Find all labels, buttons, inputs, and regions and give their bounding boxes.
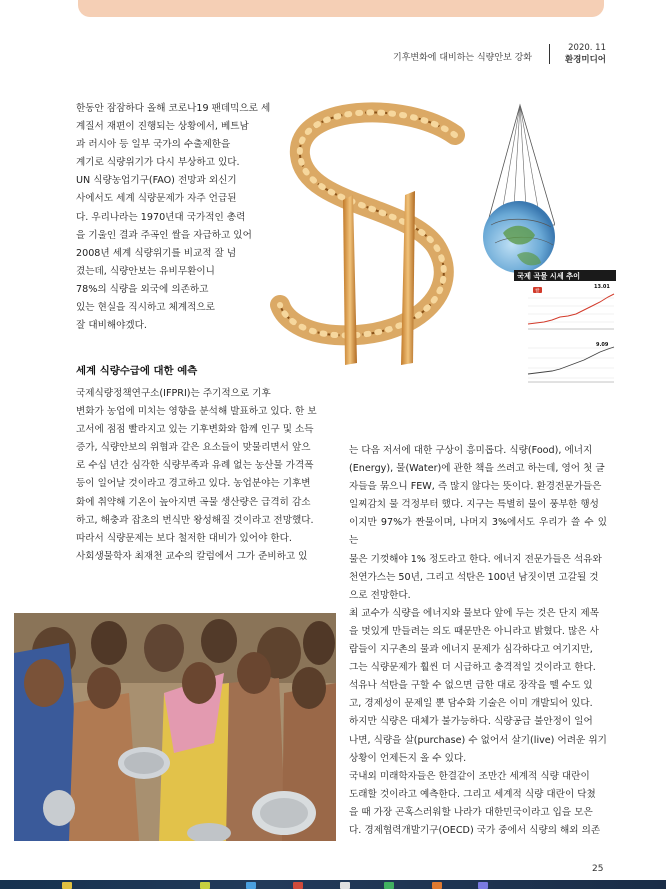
right-column-text	[349, 442, 607, 840]
text-line: 78%의 식량을 외국에 의존하고	[76, 283, 209, 295]
text-line: 한동안 잠잠하다 올해 코로나19 팬데믹으로 세	[76, 103, 271, 114]
text-line: 이지만 97%가 짠물이며, 나머지 3%에서도 우리가 쓸 수 있는	[349, 517, 607, 547]
taskbar-app-icon[interactable]	[384, 882, 394, 889]
taskbar-app-icon[interactable]	[478, 882, 488, 889]
text-line: 는 다음 저서에 대한 구상이 흥미롭다. 식량(Food), 에너지	[349, 445, 593, 456]
text-line: 과 러시아 등 일부 국가의 수출제한을	[76, 139, 231, 151]
text-line: 을 멋있게 만들려는 의도 때문만은 아니라고 밝혔다. 많은 사	[349, 625, 599, 637]
text-line: 천연가스는 50년, 그리고 석탄은 100년 남짓이면 고갈될 것	[349, 571, 599, 583]
text-line: 다. 경제협력개발기구(OECD) 국가 중에서 식량의 해외 의존	[349, 824, 601, 836]
text-line: 겼는데, 식량안보는 유비무환이니	[76, 265, 215, 277]
text-line: 사회생물학자 최재천 교수의 칼럼에서 그가 준비하고 있	[76, 550, 308, 562]
text-line: 고, 경제성이 문제일 뿐 담수화 기술은 이미 개발되어 있다.	[349, 698, 593, 710]
text-line: 변화가 농업에 미치는 영향을 분석해 발표하고 있다. 한 보	[76, 406, 317, 418]
taskbar-app-icon[interactable]	[62, 882, 72, 889]
text-line: 로 수십 년간 심각한 식량부족과 유례 없는 농산물 가격폭	[76, 460, 314, 472]
chart-value-top: 13.01	[594, 284, 610, 290]
text-line: 을 때 가장 곤혹스러워할 나라가 대한민국이라고 입을 모은	[349, 806, 593, 818]
text-line: 석유나 석탄을 구할 수 없으면 급한 대로 장작을 뗄 수도 있	[349, 680, 593, 692]
left-column-text	[76, 385, 320, 566]
text-line: 상황이 언제든지 올 수 있다.	[349, 752, 467, 764]
taskbar-app-icon[interactable]	[293, 882, 303, 889]
text-line: 국내외 미래학자들은 한결같이 조만간 세계적 식량 대란이	[349, 770, 590, 782]
text-line: 람들이 지구촌의 물과 에너지 문제가 심각하다고 여기지만,	[349, 644, 593, 656]
taskbar-app-icon[interactable]	[200, 882, 210, 889]
running-header-title: 기후변화에 대비하는 식량안보 강화	[393, 53, 532, 63]
text-line: 그는 식량문제가 훨씬 더 시급하고 충격적일 것이라고 한다.	[349, 662, 596, 674]
taskbar-app-icon[interactable]	[246, 882, 256, 889]
taskbar-app-icon[interactable]	[432, 882, 442, 889]
taskbar-app-icon[interactable]	[340, 882, 350, 889]
text-line: 나면, 식량을 살(purchase) 수 없어서 살기(live) 어려운 위기	[349, 734, 607, 746]
header-issue-info	[556, 42, 606, 66]
publisher-name: 환경미디어	[564, 55, 606, 65]
chart-title: 국제 곡물 시세 추이	[517, 271, 581, 281]
text-line: 하지만 식량은 대체가 불가능하다. 식량공급 불안정이 일어	[349, 716, 593, 728]
text-line: 있는 현실을 직시하고 체계적으로	[76, 302, 215, 314]
grain-price-chart	[514, 270, 616, 388]
text-line: 자들을 묶으니 FEW, 즉 많지 않다는 뜻이다. 환경전문가들은	[349, 481, 602, 493]
text-line: 등이 일어날 것이라고 경고하고 있다. 농업분야는 기후변	[76, 478, 311, 490]
text-line: 화에 취약해 기온이 높아지면 곡물 생산량은 급격히 감소	[76, 496, 311, 508]
text-line: 사에서도 세계 식량문제가 자주 언급된	[76, 193, 237, 205]
section-title: 세계 식량수급에 대한 예측	[76, 365, 198, 377]
top-decorative-band	[78, 0, 604, 17]
issue-date: 2020. 11	[568, 43, 606, 53]
taskbar	[0, 880, 666, 889]
text-line: 물은 기껏해야 1% 정도라고 한다. 에너지 전문가들은 석유와	[349, 553, 602, 565]
text-line: 일찌감치 물 걱정부터 했다. 지구는 특별히 물이 풍부한 행성	[349, 499, 599, 511]
text-line: UN 식량농업기구(FAO) 전망과 외신기	[76, 175, 237, 187]
wheat-dollar-globe-illustration	[255, 95, 555, 370]
text-line: 도래할 것이라고 예측한다. 그리고 세계적 식량 대란이 닥쳤	[349, 788, 596, 800]
text-line: 잘 대비해야겠다.	[76, 320, 147, 332]
children-food-line-photo	[14, 613, 336, 841]
text-line: 고서에 점점 빨라지고 있는 기후변화와 함께 인구 및 소득	[76, 424, 314, 436]
text-line: 계기로 식량위기가 다시 부상하고 있다.	[76, 157, 240, 169]
text-line: 최 교수가 식량을 에너지와 물보다 앞에 두는 것은 단지 제목	[349, 607, 599, 619]
text-line: 증가, 식량안보의 위협과 같은 요소들이 맞물리면서 앞으	[76, 442, 311, 454]
header-divider	[549, 44, 550, 64]
chart-value-bottom: 9.09	[596, 342, 609, 348]
text-line: 계질서 재편이 진행되는 상황에서, 베트남	[76, 121, 249, 133]
text-line: 으로 전망한다.	[349, 589, 411, 601]
text-line: 하고, 해충과 잡초의 번식만 왕성해질 것이라고 전망했다.	[76, 514, 314, 526]
text-line: 따라서 식량문제는 보다 철저한 대비가 있어야 한다.	[76, 532, 292, 544]
text-line: 다. 우리나라는 1970년대 국가적인 총력	[76, 211, 246, 223]
text-line: (Energy), 물(Water)에 관한 책을 쓰려고 하는데, 영어 첫 글	[349, 463, 605, 475]
page-number: 25	[592, 864, 604, 874]
text-line: 을 기울인 결과 주곡인 쌀을 자급하고 있어	[76, 229, 252, 241]
text-line: 국제식량정책연구소(IFPRI)는 주기적으로 기후	[76, 388, 271, 399]
chart-badge-label: 쌀	[535, 289, 540, 294]
text-line: 2008년 세계 식량위기를 비교적 잘 넘	[76, 247, 237, 259]
